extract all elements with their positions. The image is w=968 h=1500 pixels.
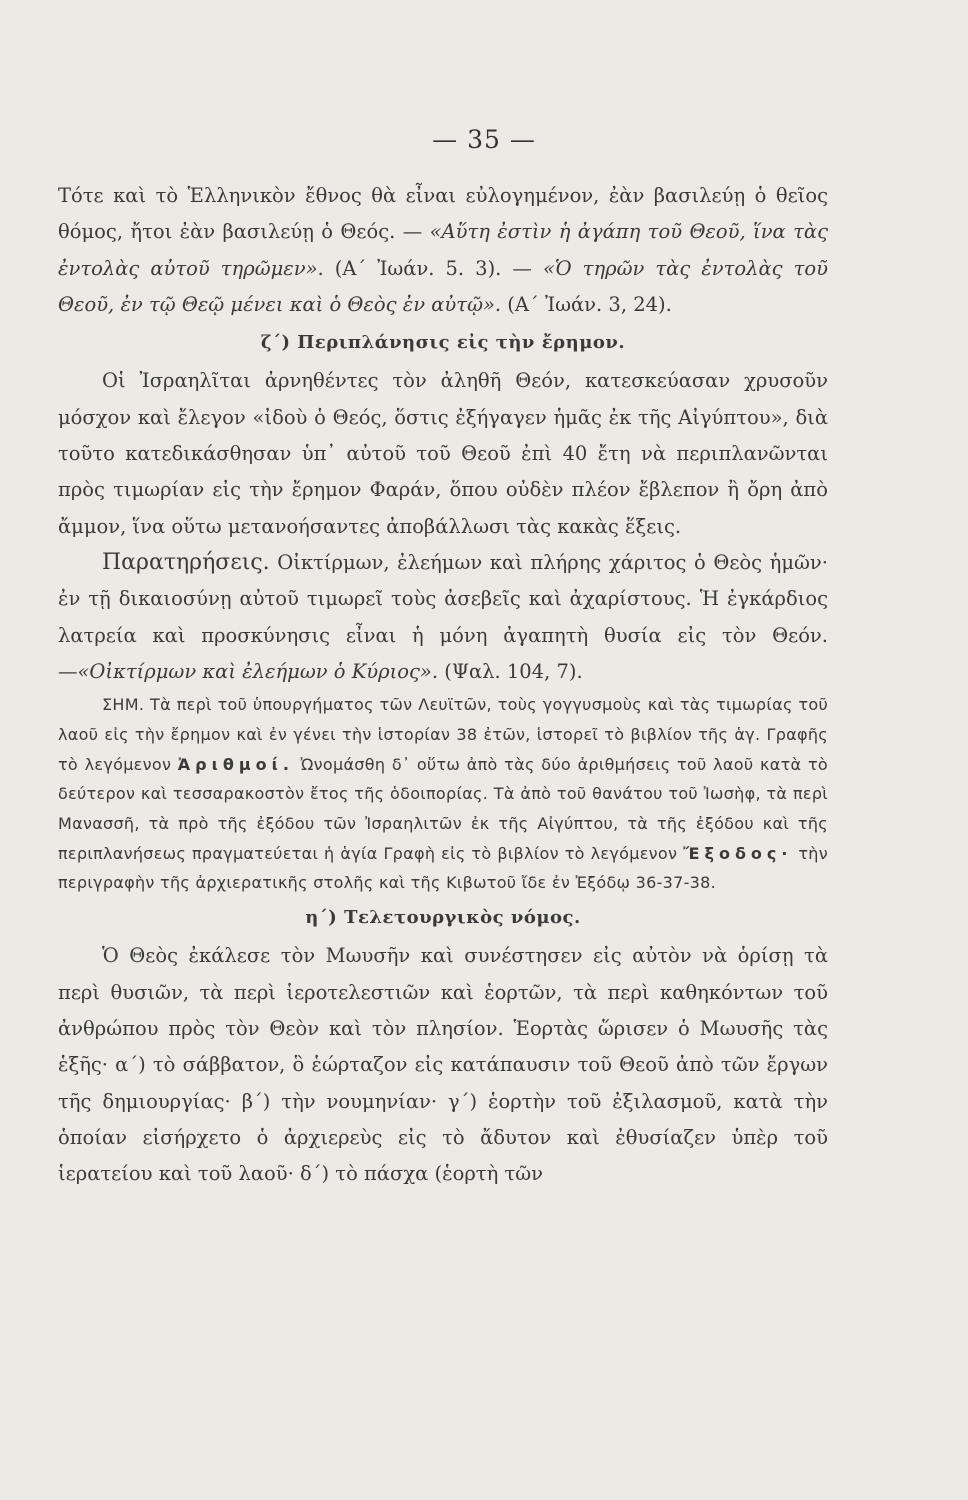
note-text-3: τὴν περιγραφὴν τῆς ἀρχιερατικῆς στολῆς καὶ τῆς Κιβωτοῦ ἴδε ἐν Ἐξόδῳ 36-37-38. — [58, 843, 828, 893]
quote-psalm: «Οἰκτίρμων καὶ ἐλεήμων ὁ Κύριος». — [77, 659, 439, 683]
ref-john-3-24: (Α΄ Ἰωάν. 3, 24). — [501, 292, 672, 316]
section-heading-wandering: ζ΄) Περιπλάνησις εἰς τὴν ἔρημον. — [260, 332, 626, 354]
paragraph-remarks — [58, 545, 828, 690]
remarks-label: Παρατηρήσεις. — [102, 549, 270, 575]
note-text-1: Τὰ περὶ τοῦ ὑπουργήματος τῶν Λευϊτῶν, τοὺς γογγυσμοὺς καὶ τὰς τιμωρίας τοῦ λαοῦ εἰς τὴν ἔρημον καὶ ἐν γένει τὴν ἱστορίαν 38 ἐτῶν, ἱστορεῖ τὸ βιβλίον τῆς ἁγ. Γραφῆς τὸ λεγόμενον — [58, 695, 828, 774]
paragraph-wandering: Οἱ Ἰσραηλῖται ἀρνηθέντες τὸν ἀληθῆ Θεόν, κατεσκεύασαν χρυσοῦν μόσχον καὶ ἔλεγον «ἰδοὺ ὁ Θεός, ὅστις ἐξήγαγεν ἡμᾶς ἐκ τῆς Αἰγύπτου», διὰ τοῦτο κατεδικάσθησαν ὑπ᾿ αὐτοῦ τοῦ Θεοῦ ἐπὶ 40 ἔτη νὰ περιπλανῶνται πρὸς τιμωρίαν εἰς τὴν ἔρημον Φαράν, ὅπου οὐδὲν πλέον ἔβλεπον ἢ ὄρη ἀπὸ ἄμμον, ἵνα οὕτω μετανοήσαντες ἀποβάλλωσι τὰς κακὰς ἕξεις. — [58, 369, 828, 538]
section-heading-ritual-law: η΄) Τελετουργικὸς νόμος. — [305, 907, 581, 929]
intro-text: Τότε καὶ τὸ Ἑλληνικὸν ἔθνος θὰ εἶναι εὐλογημένον, ἐὰν βασιλεύῃ ὁ θεῖος θόμος, ἤτοι ἐὰν βασιλεύῃ ὁ Θεός. — — [58, 184, 828, 244]
book-numbers: Ἀριθμοί. — [177, 754, 294, 774]
quote-john-5-3: «Αὕτη ἐστὶν ἡ ἀγάπη τοῦ Θεοῦ, ἵνα τὰς ἐντολὰς αὐτοῦ τηρῶμεν». — [58, 220, 828, 280]
paragraph-intro — [58, 178, 828, 323]
remarks-text: Οἰκτίρμων, ἐλεήμων καὶ πλήρης χάριτος ὁ Θεὸς ἡμῶν· ἐν τῇ δικαιοσύνῃ αὐτοῦ τιμωρεῖ τοὺς ἀσεβεῖς καὶ ἀχαρίστους. Ἡ ἐγκάρδιος λατρεία καὶ προσκύνησις εἶναι ἡ μόνη ἀγαπητὴ θυσία εἰς τὸν Θεόν.— — [58, 550, 828, 683]
note-text-2: Ὠνομάσθη δ᾿ οὕτω ἀπὸ τὰς δύο ἀριθμήσεις τοῦ λαοῦ κατὰ τὸ δεύτερον καὶ τεσσαρακοστὸν ἔτος τῆς ὁδοιπορίας. Τὰ ἀπὸ τοῦ θανάτου τοῦ Ἰωσὴφ, τὰ περὶ Μανασσῆ, τὰ πρὸ τῆς ἐξόδου τῶν Ἰσραηλιτῶν ἐκ τῆς Αἰγύπτου, τὰ τῆς ἐξόδου καὶ τῆς περιπλανήσεως πραγματεύεται ἡ ἁγία Γραφὴ εἰς τὸ βιβλίον τὸ λεγόμενον — [58, 754, 828, 863]
ref-psalm: (Ψαλ. 104, 7). — [438, 659, 583, 683]
book-exodus: Ἔξοδος· — [683, 843, 793, 863]
paragraph-ritual-law: Ὁ Θεὸς ἐκάλεσε τὸν Μωυσῆν καὶ συνέστησεν εἰς αὐτὸν νὰ ὁρίσῃ τὰ περὶ θυσιῶν, τὰ περὶ ἱεροτελεστιῶν καὶ ἑορτῶν, τὰ περὶ καθηκόντων τοῦ ἀνθρώπου πρὸς τὸν Θεὸν καὶ τὸν πλησίον. Ἑορτὰς ὥρισεν ὁ Μωυσῆς τὰς ἑξῆς· α΄) τὸ σάββατον, ὃ ἑώρταζον εἰς κατάπαυσιν τοῦ Θεοῦ ἀπὸ τῶν ἔργων τῆς δημιουργίας· β΄) τὴν νουμηνίαν· γ΄) ἑορτὴν τοῦ ἐξιλασμοῦ, κατὰ τὴν ὁποίαν εἰσήρχετο ὁ ἀρχιερεὺς εἰς τὸ ἄδυτον καὶ ἐθυσίαζεν ὑπὲρ τοῦ ἱερατείου καὶ τοῦ λαοῦ· δ΄) τὸ πάσχα (ἑορτὴ τῶν — [58, 944, 828, 1186]
quote-john-3-24: «Ὁ τηρῶν τὰς ἐντολὰς τοῦ Θεοῦ, ἐν τῷ Θεῷ μένει καὶ ὁ Θεὸς ἐν αὐτῷ». — [58, 256, 828, 316]
page-number: — 35 — — [432, 125, 536, 154]
note-label: ΣΗΜ. — [102, 695, 145, 715]
ref-john-5-3: (Α΄ Ἰωάν. 5. 3). — — [323, 256, 543, 280]
page-body — [58, 178, 828, 1192]
note-paragraph — [58, 690, 828, 898]
